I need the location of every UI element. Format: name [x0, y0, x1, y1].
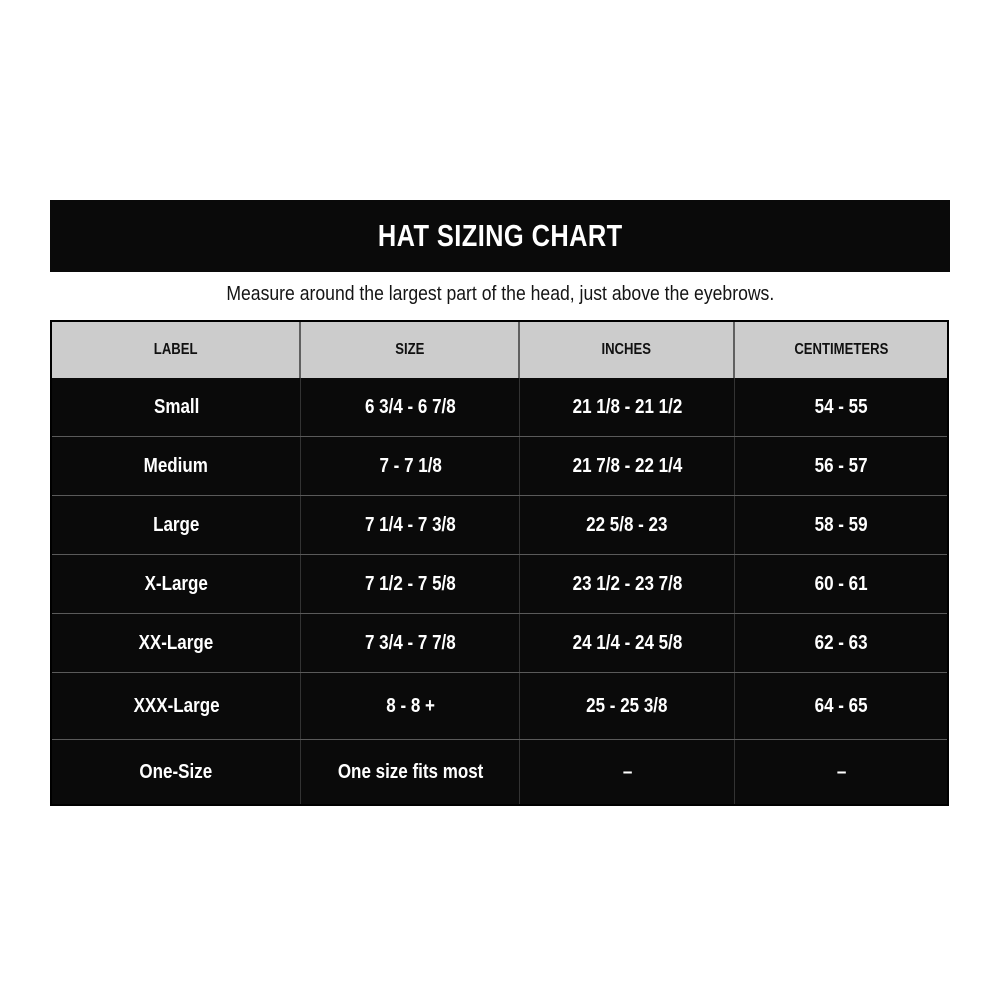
title-banner	[50, 200, 950, 272]
inches-cell: –	[520, 740, 736, 804]
inches-cell: 23 1/2 - 23 7/8	[520, 555, 736, 613]
centimeters-cell: –	[836, 760, 846, 783]
table-header-row	[52, 322, 947, 378]
table-row-small	[52, 378, 947, 436]
column-header-centimeters: CENTIMETERS	[794, 341, 889, 358]
label-cell: One-Size	[52, 740, 301, 804]
size-cell: 7 1/4 - 7 3/8	[301, 496, 520, 554]
centimeters-cell: 54 - 55	[814, 395, 868, 418]
centimeters-cell: 60 - 61	[814, 572, 868, 595]
label-cell: Small	[52, 378, 301, 436]
table-row-xxx-large	[52, 672, 947, 739]
column-header-inches: INCHES	[520, 322, 736, 378]
centimeters-cell: 62 - 63	[814, 631, 868, 654]
sizing-table	[50, 320, 949, 806]
table-row-xx-large	[52, 613, 947, 672]
column-header-label: LABEL	[52, 322, 301, 378]
centimeters-cell: 56 - 57	[814, 454, 868, 477]
size-cell: 7 3/4 - 7 7/8	[301, 614, 520, 672]
table-row-x-large	[52, 554, 947, 613]
label-cell: Large	[52, 496, 301, 554]
inches-cell: 25 - 25 3/8	[520, 673, 736, 739]
size-cell: 7 - 7 1/8	[301, 437, 520, 495]
size-cell: 7 1/2 - 7 5/8	[301, 555, 520, 613]
centimeters-cell: 58 - 59	[814, 513, 868, 536]
measurement-instruction: Measure around the largest part of the head, just above the eyebrows.	[226, 283, 774, 305]
centimeters-cell: 64 - 65	[814, 694, 868, 717]
label-cell: X-Large	[52, 555, 301, 613]
chart-title: HAT SIZING CHART	[377, 218, 623, 253]
label-cell: XXX-Large	[52, 673, 301, 739]
table-row-one-size	[52, 739, 947, 804]
size-cell: 6 3/4 - 6 7/8	[301, 378, 520, 436]
label-cell: Medium	[52, 437, 301, 495]
inches-cell: 24 1/4 - 24 5/8	[520, 614, 736, 672]
inches-cell: 21 1/8 - 21 1/2	[520, 378, 736, 436]
table-row-large	[52, 495, 947, 554]
label-cell: XX-Large	[52, 614, 301, 672]
size-cell: 8 - 8 +	[301, 673, 520, 739]
size-cell: One size fits most	[301, 740, 520, 804]
column-header-size: SIZE	[301, 322, 520, 378]
table-row-medium	[52, 436, 947, 495]
inches-cell: 22 5/8 - 23	[520, 496, 736, 554]
inches-cell: 21 7/8 - 22 1/4	[520, 437, 736, 495]
